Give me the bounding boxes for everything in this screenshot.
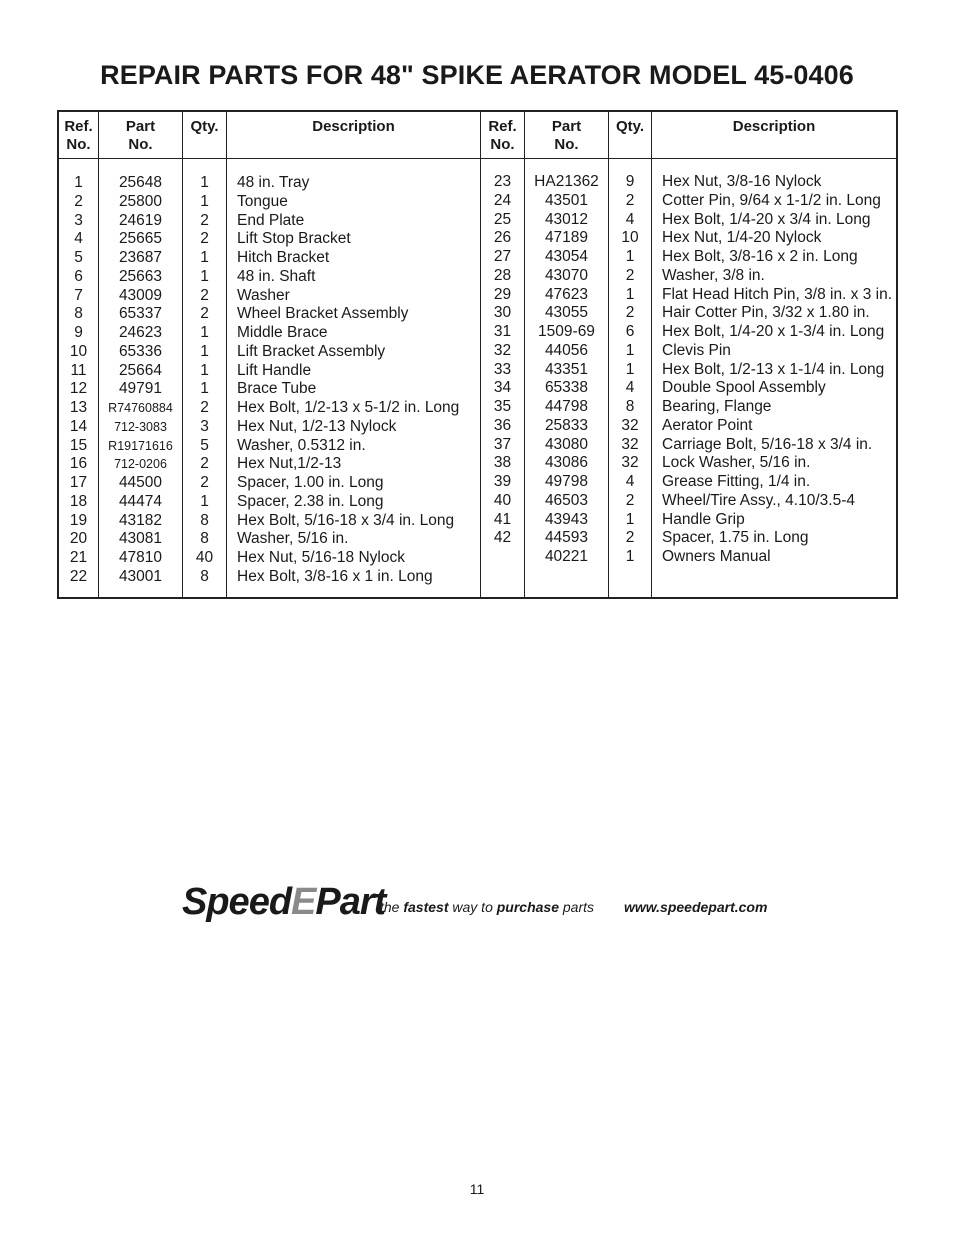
part-no-cell: 43081	[118, 530, 163, 548]
header-ref-line1: Ref.	[488, 118, 517, 135]
ref-cell: 21	[69, 549, 88, 566]
ref-cell: 33	[493, 360, 512, 378]
part-no-cell: R19171616	[108, 438, 173, 453]
page-number: 11	[469, 1181, 485, 1197]
qty-cell: 32	[621, 416, 639, 434]
part-no-cell: 24619	[118, 211, 163, 229]
part-no-cell: 25800	[118, 192, 163, 210]
part-no-cell: 43009	[118, 286, 163, 304]
qty-cell: 2	[625, 304, 635, 322]
website-url: www.speedepart.com	[624, 899, 768, 915]
qty-column-left	[183, 174, 226, 587]
ref-cell: 10	[69, 342, 88, 360]
part-no-cell: 40221	[544, 548, 589, 565]
part-no-cell: 24623	[118, 324, 163, 341]
qty-cell: 32	[621, 435, 639, 453]
qty-cell: 5	[200, 436, 209, 454]
speedepart-logo	[182, 880, 385, 924]
qty-cell: 1	[200, 492, 209, 510]
ref-cell: 7	[74, 286, 83, 304]
part-no-cell: 47810	[118, 549, 163, 566]
ref-cell: 13	[69, 399, 88, 416]
qty-cell: 1	[200, 361, 209, 379]
description-cell: Double Spool Assembly	[662, 379, 826, 397]
description-cell: 48 in. Shaft	[237, 267, 316, 285]
ref-cell: 42	[493, 529, 512, 547]
qty-cell: 2	[200, 399, 209, 416]
part-no-cell: 712-0206	[114, 457, 167, 472]
description-cell: Hex Nut, 1/4-20 Nylock	[662, 229, 822, 247]
ref-cell: 37	[493, 435, 512, 453]
part-no-cell: 49791	[118, 380, 163, 398]
part-no-cell: 25833	[544, 416, 589, 434]
description-cell: Brace Tube	[237, 380, 317, 398]
part-no-cell: 44798	[544, 398, 589, 415]
ref-cell: 2	[74, 192, 83, 210]
part-column-right	[525, 173, 608, 567]
header-ref-line2: No.	[490, 136, 515, 153]
description-cell: Aerator Point	[662, 416, 753, 434]
qty-cell: 8	[625, 398, 635, 415]
qty-cell: 2	[625, 266, 635, 284]
qty-cell: 4	[625, 379, 635, 397]
description-column-left	[237, 174, 480, 587]
ref-cell: 30	[493, 304, 512, 322]
part-no-cell: 44500	[118, 474, 163, 491]
part-no-cell: 43054	[544, 248, 589, 265]
part-no-cell: 46503	[544, 491, 589, 509]
qty-cell: 2	[625, 491, 635, 509]
description-cell: Washer	[237, 286, 290, 304]
ref-cell: 40	[493, 491, 512, 509]
description-cell: Wheel Bracket Assembly	[237, 305, 409, 323]
ref-cell: 15	[69, 436, 88, 454]
description-cell: Cotter Pin, 9/64 x 1-1/2 in. Long	[662, 191, 881, 209]
qty-cell: 2	[200, 455, 209, 473]
qty-cell: 1	[200, 192, 209, 210]
part-no-cell: 47189	[544, 229, 589, 247]
qty-cell: 10	[621, 229, 639, 247]
description-cell: Hex Nut, 5/16-18 Nylock	[237, 549, 405, 566]
part-column-left	[99, 174, 182, 587]
part-no-cell: 43351	[544, 360, 589, 378]
ref-cell: 27	[493, 248, 512, 265]
qty-column-right	[609, 173, 651, 567]
part-no-cell: 65337	[118, 305, 163, 323]
part-no-cell: 43070	[544, 266, 589, 284]
description-cell: Hex Bolt, 1/2-13 x 1-1/4 in. Long	[662, 360, 885, 378]
qty-cell: 1	[200, 267, 209, 285]
qty-cell: 40	[195, 549, 214, 566]
header-qty-left: Qty.	[190, 118, 219, 135]
ref-cell: 22	[69, 567, 88, 585]
part-no-cell: 43012	[544, 210, 589, 228]
description-cell: Middle Brace	[237, 324, 328, 341]
description-cell: Lift Handle	[237, 361, 312, 379]
part-no-cell: 44474	[118, 492, 163, 510]
qty-cell: 1	[625, 360, 635, 378]
ref-cell: 18	[69, 492, 88, 510]
qty-cell: 1	[200, 342, 209, 360]
qty-cell: 8	[200, 511, 209, 529]
qty-cell: 2	[200, 211, 209, 229]
ref-cell: 19	[69, 511, 88, 529]
part-no-cell: 25665	[118, 230, 163, 248]
qty-cell: 1	[625, 548, 635, 565]
description-cell: Spacer, 2.38 in. Long	[237, 492, 384, 510]
header-ref-left	[59, 118, 98, 154]
part-no-cell: 49798	[544, 473, 589, 490]
description-cell: Hex Nut, 3/8-16 Nylock	[662, 173, 822, 190]
ref-cell: 4	[74, 230, 83, 248]
ref-cell: 6	[74, 267, 83, 285]
description-cell: Hitch Bracket	[237, 249, 330, 266]
tagline-text: parts	[559, 899, 595, 915]
qty-cell: 2	[200, 286, 209, 304]
qty-cell: 8	[200, 567, 209, 585]
ref-cell: 23	[493, 173, 512, 190]
part-no-cell: 47623	[544, 285, 589, 303]
part-no-cell: 43943	[544, 510, 589, 528]
description-cell: Flat Head Hitch Pin, 3/8 in. x 3 in.	[662, 285, 893, 303]
ref-cell: 9	[74, 324, 83, 341]
part-no-cell: 44593	[544, 529, 589, 547]
description-cell: Hex Bolt, 1/4-20 x 1-3/4 in. Long	[662, 323, 885, 340]
ref-cell: 25	[493, 210, 512, 228]
description-cell: Washer, 3/8 in.	[662, 266, 765, 284]
qty-cell: 4	[625, 210, 635, 228]
ref-cell: 1	[74, 174, 83, 191]
ref-cell: 5	[74, 249, 83, 266]
qty-cell: 1	[200, 174, 209, 191]
description-cell: Lock Washer, 5/16 in.	[662, 454, 811, 472]
description-cell: Handle Grip	[662, 510, 745, 528]
ref-cell	[481, 548, 524, 567]
ref-cell: 28	[493, 266, 512, 284]
part-no-cell: 43086	[544, 454, 589, 472]
ref-cell: 39	[493, 473, 512, 490]
part-no-cell: 43501	[544, 191, 589, 209]
header-part-right	[525, 118, 608, 154]
description-cell: Hair Cotter Pin, 3/32 x 1.80 in.	[662, 304, 870, 322]
header-ref-line1: Ref.	[64, 118, 93, 135]
ref-cell: 24	[493, 191, 512, 209]
header-qty-right: Qty.	[615, 118, 645, 135]
ref-cell: 35	[493, 398, 512, 415]
header-part-left	[99, 118, 182, 154]
ref-cell: 41	[493, 510, 512, 528]
ref-cell: 29	[493, 285, 512, 303]
description-cell: Washer, 5/16 in.	[237, 530, 349, 548]
description-cell: Spacer, 1.00 in. Long	[237, 474, 384, 491]
qty-cell: 1	[625, 510, 635, 528]
description-cell: Hex Bolt, 3/8-16 x 2 in. Long	[662, 248, 858, 265]
part-no-cell: 43001	[118, 567, 163, 585]
ref-cell: 34	[493, 379, 512, 397]
header-part-line2: No.	[128, 136, 153, 153]
qty-cell: 2	[625, 191, 635, 209]
logo-text-e: E	[291, 881, 316, 923]
ref-cell: 12	[69, 380, 88, 398]
header-description-right: Description	[732, 118, 816, 135]
part-no-cell: R74760884	[108, 401, 173, 415]
description-cell: Wheel/Tire Assy., 4.10/3.5-4	[662, 491, 855, 509]
qty-cell: 8	[200, 530, 209, 548]
qty-cell: 2	[200, 474, 209, 491]
description-cell: End Plate	[237, 211, 305, 229]
header-part-line1: Part	[125, 118, 156, 135]
logo-text-part: Part	[315, 881, 386, 923]
tagline-text: the	[380, 899, 404, 915]
description-cell: Spacer, 1.75 in. Long	[662, 529, 809, 547]
part-no-cell: 44056	[544, 341, 589, 359]
description-cell: Hex Bolt, 5/16-18 x 3/4 in. Long	[237, 511, 455, 529]
ref-column-left	[59, 174, 98, 587]
qty-cell: 6	[625, 323, 635, 340]
description-cell: Hex Nut, 1/2-13 Nylock	[237, 417, 397, 435]
part-no-cell: HA21362	[534, 173, 599, 190]
header-divider	[59, 158, 896, 159]
ref-cell: 32	[493, 341, 512, 359]
part-no-cell: 25664	[118, 361, 163, 379]
description-cell: Carriage Bolt, 5/16-18 x 3/4 in.	[662, 435, 873, 453]
description-cell: Owners Manual	[662, 548, 771, 565]
description-cell: Grease Fitting, 1/4 in.	[662, 473, 811, 490]
qty-cell: 1	[200, 249, 209, 266]
column-divider	[226, 112, 227, 597]
ref-column-right	[481, 173, 524, 567]
header-part-line2: No.	[554, 136, 579, 153]
ref-cell: 11	[70, 361, 87, 379]
qty-cell: 9	[625, 173, 635, 190]
part-no-cell: 65338	[544, 379, 589, 397]
ref-cell: 36	[493, 416, 512, 434]
description-cell: Hex Bolt, 1/4-20 x 3/4 in. Long	[662, 210, 871, 228]
ref-cell: 3	[74, 211, 83, 229]
ref-cell: 17	[69, 474, 88, 491]
tagline	[380, 899, 594, 915]
part-no-cell: 43055	[544, 304, 589, 322]
qty-cell: 32	[621, 454, 639, 472]
header-ref-right	[481, 118, 524, 154]
qty-cell: 2	[200, 305, 209, 323]
page-title: REPAIR PARTS FOR 48" SPIKE AERATOR MODEL 45-0406	[100, 60, 854, 90]
qty-cell: 2	[200, 230, 209, 248]
qty-cell: 1	[625, 248, 635, 265]
column-divider	[651, 112, 652, 597]
part-no-cell: 1509-69	[538, 323, 595, 340]
description-cell: Hex Bolt, 1/2-13 x 5-1/2 in. Long	[237, 399, 460, 416]
description-cell: Clevis Pin	[662, 341, 731, 359]
part-no-cell: 43080	[544, 435, 589, 453]
description-cell: Tongue	[237, 192, 288, 210]
qty-cell: 1	[200, 380, 209, 398]
part-no-cell: 23687	[118, 249, 163, 266]
part-no-cell: 25648	[118, 174, 163, 191]
description-cell: Lift Stop Bracket	[237, 230, 351, 248]
parts-table	[57, 110, 898, 599]
qty-cell: 3	[200, 417, 209, 435]
description-cell: 48 in. Tray	[237, 174, 310, 191]
description-cell: Hex Bolt, 3/8-16 x 1 in. Long	[237, 567, 433, 585]
part-no-cell: 65336	[118, 342, 163, 360]
qty-cell: 1	[625, 285, 635, 303]
header-part-line1: Part	[551, 118, 582, 135]
description-cell: Bearing, Flange	[662, 398, 772, 415]
description-column-right	[662, 173, 898, 567]
part-no-cell: 712-3083	[114, 419, 167, 434]
qty-cell: 1	[200, 324, 209, 341]
ref-cell: 20	[69, 530, 88, 548]
header-ref-line2: No.	[66, 136, 91, 153]
qty-cell: 2	[625, 529, 635, 547]
tagline-text-bold: purchase	[496, 899, 559, 915]
logo-text-speed: Speed	[182, 881, 292, 923]
qty-cell: 1	[625, 341, 635, 359]
part-no-cell: 25663	[118, 267, 163, 285]
ref-cell: 16	[69, 455, 88, 473]
description-cell: Lift Bracket Assembly	[237, 342, 386, 360]
tagline-text: way to	[448, 899, 497, 915]
ref-cell: 31	[493, 323, 512, 340]
part-no-cell: 43182	[118, 511, 163, 529]
qty-cell: 4	[625, 473, 635, 490]
ref-cell: 26	[493, 229, 512, 247]
description-cell: Washer, 0.5312 in.	[237, 436, 366, 454]
description-cell: Hex Nut,1/2-13	[237, 455, 342, 473]
ref-cell: 8	[74, 305, 83, 323]
ref-cell: 38	[493, 454, 512, 472]
tagline-text-bold: fastest	[403, 899, 449, 915]
ref-cell: 14	[69, 417, 88, 435]
header-description-left: Description	[312, 118, 395, 135]
